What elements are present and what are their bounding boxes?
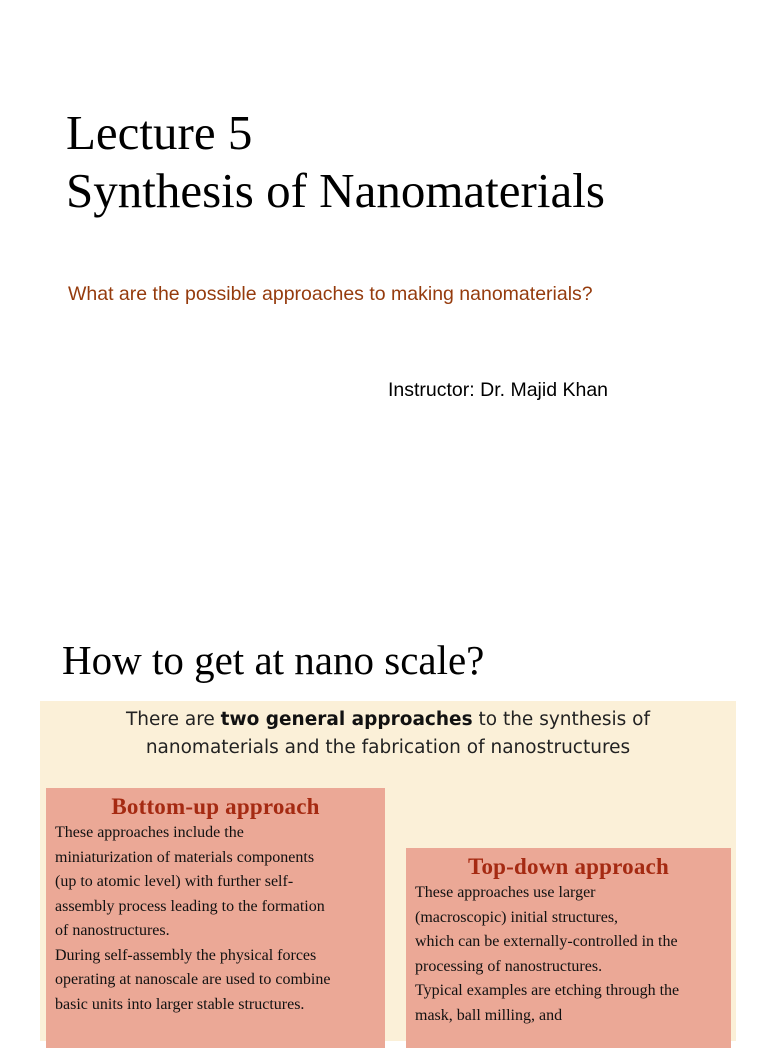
bottom-up-box [46,788,385,1048]
top-down-title: Top-down approach [468,854,669,879]
bottom-up-title: Bottom-up approach [111,794,320,819]
slide-2-heading: How to get at nano scale? [62,637,485,683]
title-line-1: Lecture 5 [66,105,253,160]
top-down-box [406,848,731,1048]
intro-text [40,706,736,762]
slide-2 [0,600,768,1024]
intro-line-2: nanomaterials and the fabrication of nanostructures [145,737,631,758]
bottom-up-line: of nanostructures. [55,922,170,939]
top-down-line: (macroscopic) initial structures, [415,908,619,926]
title-line-2: Synthesis of Nanomaterials [66,163,605,218]
top-down-line: processing of nanostructures. [415,957,603,975]
bottom-up-line: During self-assembly the physical forces [55,946,317,964]
bottom-up-line: assembly process leading to the formation [55,897,325,915]
subtitle-question: What are the possible approaches to making nanomaterials? [68,283,593,305]
top-down-line: Typical examples are etching through the [415,982,680,999]
intro-part-1: There are [125,709,221,730]
instructor-name: Instructor: Dr. Majid Khan [388,379,609,401]
bottom-up-line: miniaturization of materials components [55,848,315,866]
intro-part-2: to the synthesis of [472,709,651,730]
top-down-line: mask, ball milling, and [415,1006,563,1024]
intro-bold: two general approaches [220,709,473,730]
bottom-up-line: (up to atomic level) with further self- [55,873,294,890]
bottom-up-body [46,821,385,1017]
top-down-line: which can be externally-controlled in the [415,933,678,950]
approaches-panel [40,701,736,1041]
top-down-line: These approaches use larger [415,884,596,901]
bottom-up-line: basic units into larger stable structures. [55,995,305,1013]
bottom-up-line: operating at nanoscale are used to combine [55,971,331,988]
top-down-body [406,881,731,1028]
bottom-up-line: These approaches include the [55,824,244,841]
lecture-title [66,104,605,220]
